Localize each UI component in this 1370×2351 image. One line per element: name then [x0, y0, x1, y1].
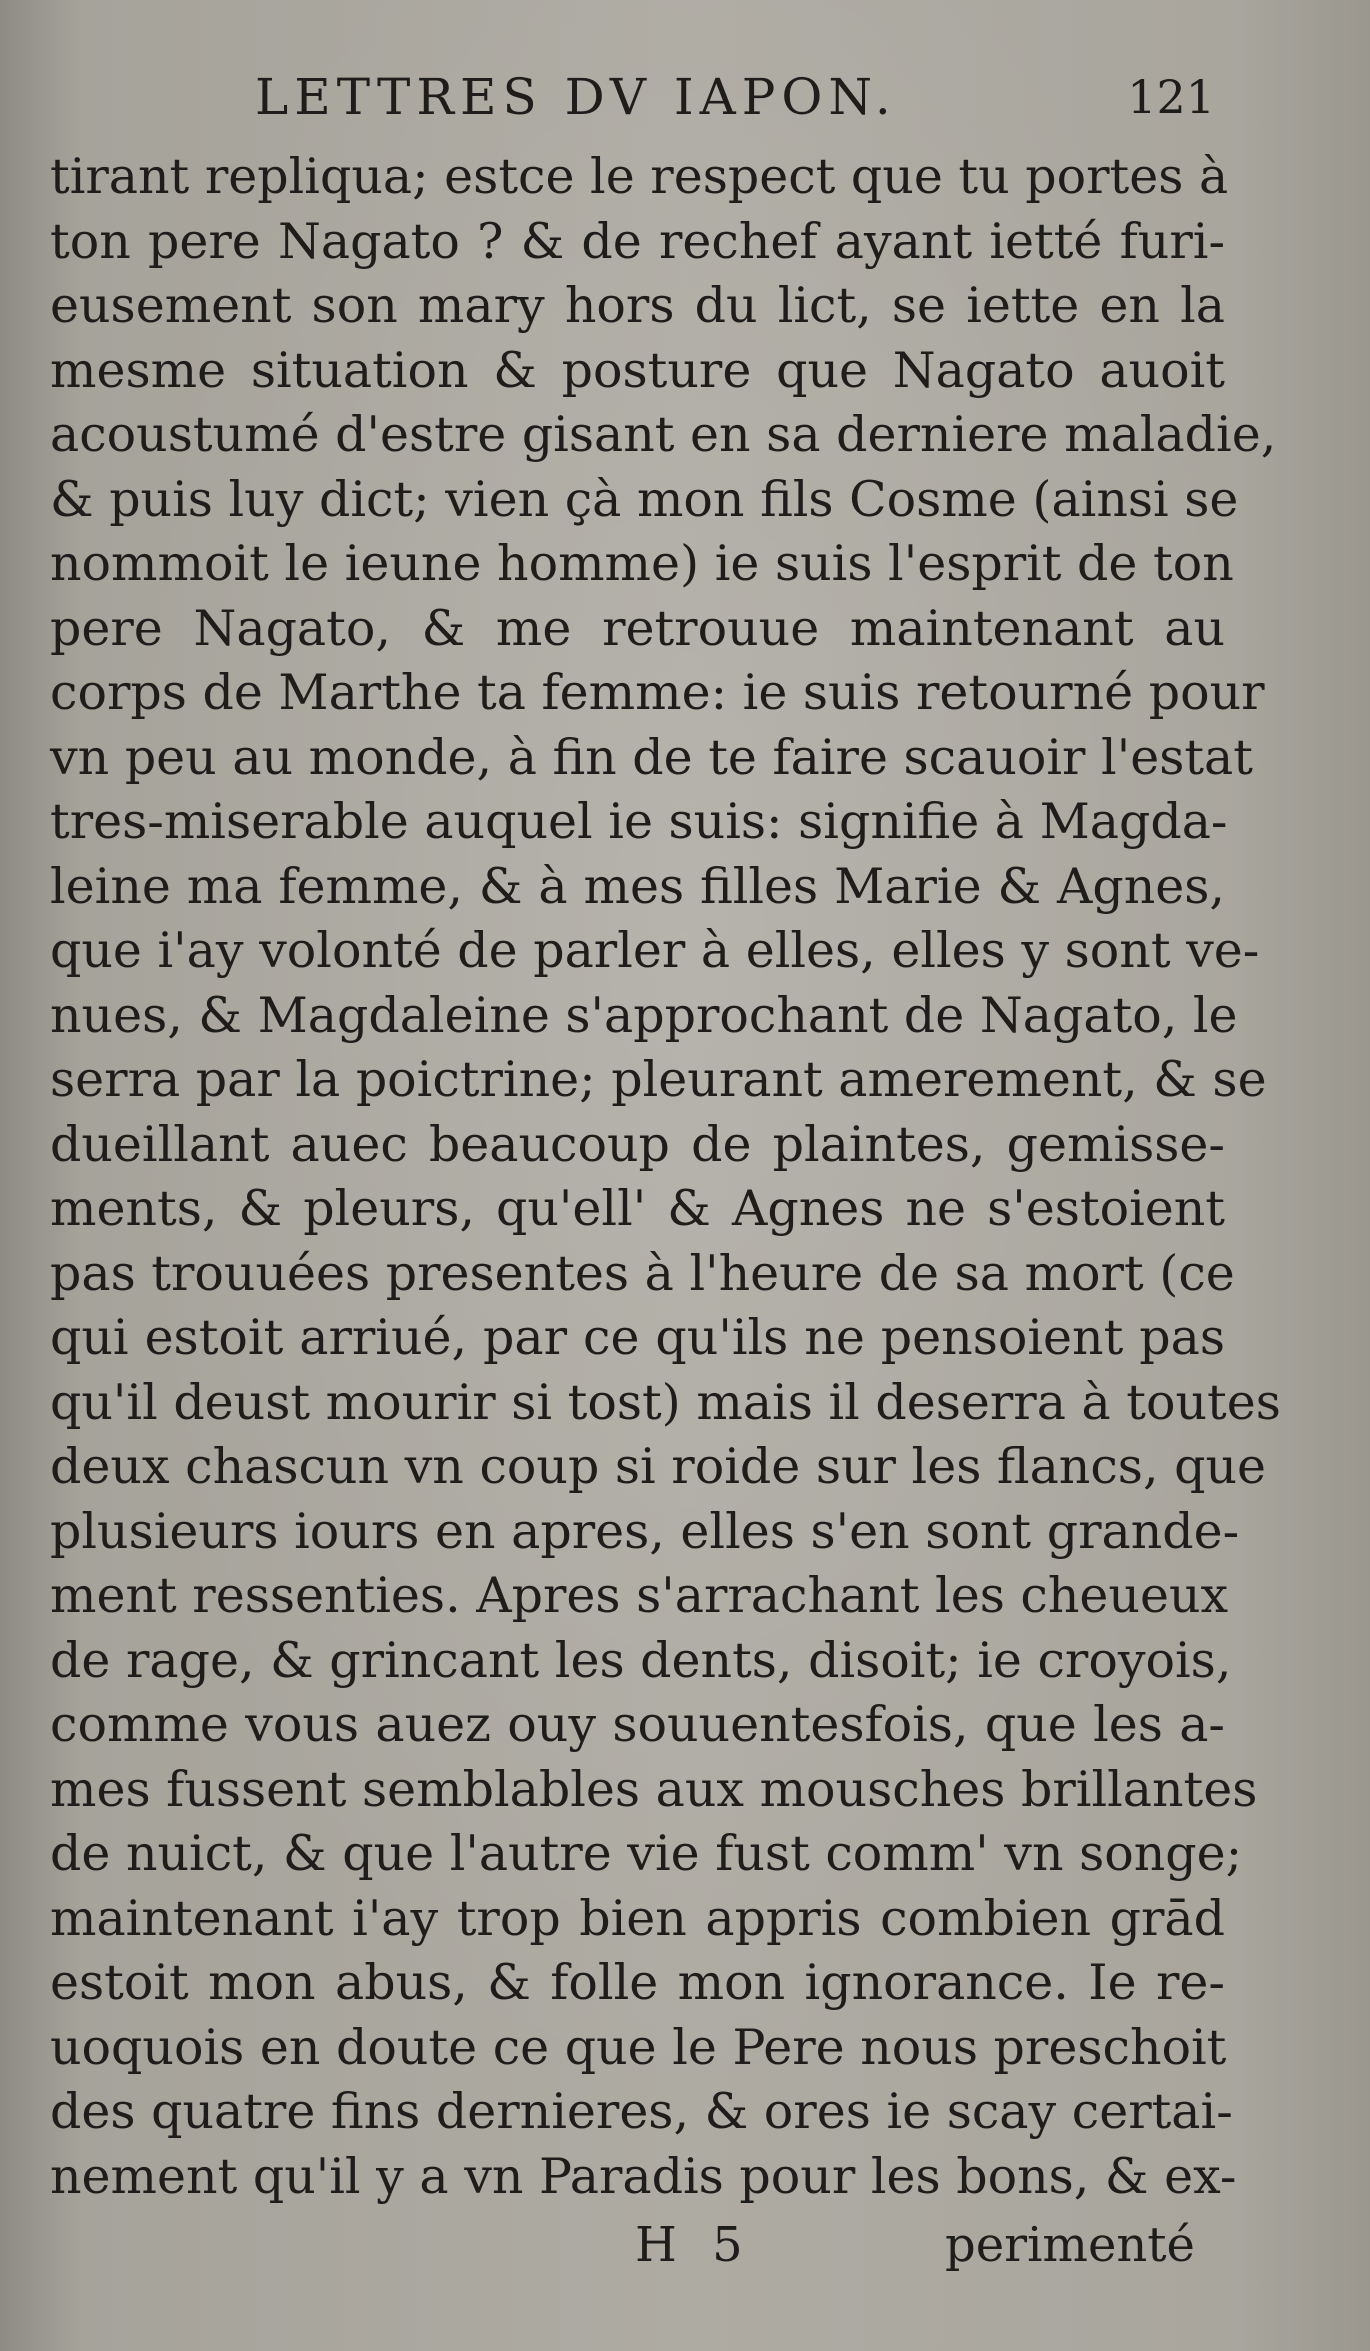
body-text	[50, 145, 1281, 2209]
text-line: uoquois en doute ce que le Pere nous preschoit	[50, 2018, 1227, 2076]
text-line: tres-miserable auquel ie suis: signifie à Magda-	[50, 793, 1228, 850]
text-line: de rage, & grincant les dents, disoit; ie croyois,	[50, 1631, 1232, 1689]
text-line: estoit mon abus, & folle mon ignorance. Ie re-	[50, 1954, 1225, 2011]
text-line: ment ressenties. Apres s'arrachant les cheueux	[50, 1567, 1229, 1624]
text-line: pere Nagato, & me retrouue maintenant au	[50, 599, 1225, 657]
text-line: plusieurs iours en apres, elles s'en sont grande-	[50, 1502, 1240, 1560]
text-line: que i'ay volonté de parler à elles, elles y sont ve-	[50, 922, 1260, 979]
text-line: mes fussent semblables aux mousches brillantes	[50, 1760, 1258, 1818]
text-line: nement qu'il y a vn Paradis pour les bons, & ex-	[50, 2147, 1237, 2205]
page-header	[0, 62, 1370, 132]
text-line: deux chascun vn coup si roide sur les flancs, que	[50, 1438, 1267, 1495]
page-number: 121	[1127, 70, 1215, 124]
text-line: nues, & Magdaleine s'approchant de Nagato, le	[50, 986, 1238, 1044]
text-line: mesme situation & posture que Nagato auoit	[50, 341, 1225, 399]
text-line: des quatre fins dernieres, & ores ie scay certai-	[50, 2083, 1233, 2140]
text-line: leine ma femme, & à mes filles Marie & Agnes,	[50, 857, 1225, 915]
text-line: tirant repliqua; estce le respect que tu portes à	[50, 148, 1229, 205]
page-footer	[0, 2210, 1370, 2280]
text-line: serra par la poictrine; pleurant amerement, & se	[50, 1051, 1267, 1108]
text-line: nommoit le ieune homme) ie suis l'esprit de ton	[50, 535, 1234, 592]
text-line: corps de Marthe ta femme: ie suis retourné pour	[50, 664, 1265, 721]
running-title: LETTRES DV IAPON.	[255, 68, 897, 126]
text-line: & puis luy dict; vien çà mon fils Cosme (ainsi se	[50, 470, 1239, 528]
text-line: comme vous auez ouy souuentesfois, que les a-	[50, 1696, 1225, 1753]
catchword: perimenté	[945, 2217, 1195, 2273]
text-line: qui estoit arriué, par ce qu'ils ne pensoient pas	[50, 1309, 1225, 1366]
text-line: dueillant auec beaucoup de plaintes, gemisse-	[50, 1115, 1225, 1173]
text-line: maintenant i'ay trop bien appris combien grād	[50, 1889, 1225, 1947]
text-line: vn peu au monde, à fin de te faire scauoir l'estat	[50, 728, 1253, 786]
signature-mark: H 5	[635, 2217, 753, 2273]
text-line: de nuict, & que l'autre vie fust comm' vn songe;	[50, 1825, 1243, 1882]
text-line: eusement son mary hors du lict, se iette en la	[50, 277, 1225, 334]
text-line: qu'il deust mourir si tost) mais il deserra à toutes	[50, 1373, 1281, 1431]
text-line: ments, & pleurs, qu'ell' & Agnes ne s'estoient	[50, 1180, 1225, 1237]
text-line: ton pere Nagato ? & de rechef ayant ietté furi-	[50, 212, 1225, 270]
text-line: acoustumé d'estre gisant en sa derniere maladie,	[50, 406, 1277, 463]
text-line: pas trouuées presentes à l'heure de sa mort (ce	[50, 1244, 1235, 1302]
